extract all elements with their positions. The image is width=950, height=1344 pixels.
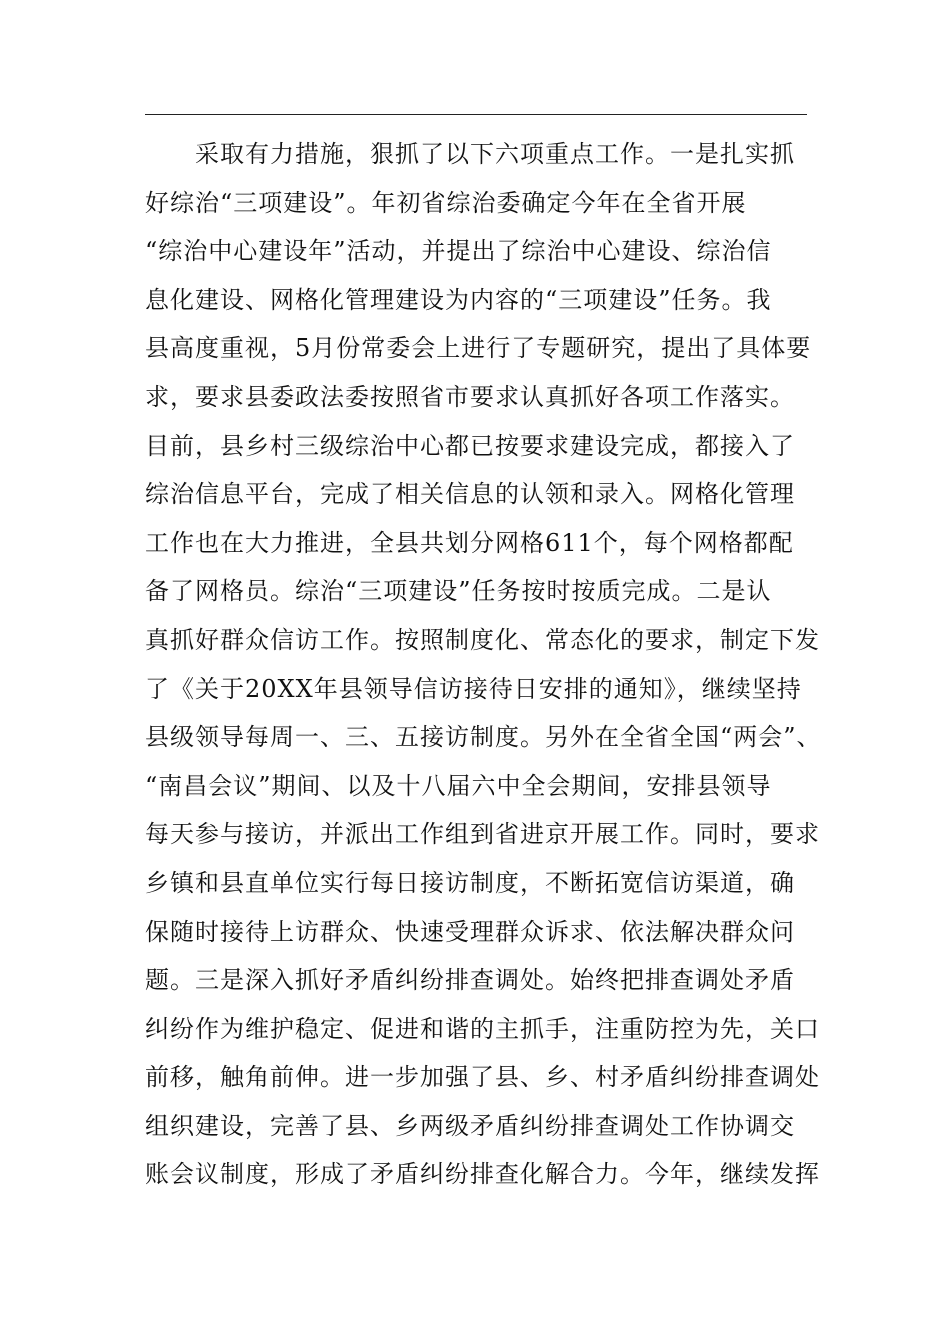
text-line: 好综治“三项建设”。年初省综治委确定今年在全省开展: [145, 188, 747, 217]
text-line: 账会议制度，形成了矛盾纠纷排查化解合力。今年，继续发挥: [145, 1160, 820, 1189]
text-line: 每天参与接访，并派出工作组到省进京开展工作。同时，要求: [145, 820, 820, 849]
text-line: “南昌会议”期间、以及十八届六中全会期间，安排县领导: [145, 771, 772, 800]
text-line: 求，要求县委政法委按照省市要求认真抓好各项工作落实。: [145, 382, 795, 411]
text-line: “综治中心建设年”活动，并提出了综治中心建设、综治信: [145, 237, 772, 266]
text-line: 目前，县乡村三级综治中心都已按要求建设完成，都接入了: [145, 431, 795, 460]
text-line: 前移，触角前伸。进一步加强了县、乡、村矛盾纠纷排查调处: [145, 1063, 820, 1092]
text-line: 题。三是深入抓好矛盾纠纷排查调处。始终把排查调处矛盾: [145, 966, 795, 995]
text-line: 县高度重视，5月份常委会上进行了专题研究，提出了具体要: [145, 334, 812, 363]
text-line: 了《关于20XX年县领导信访接待日安排的通知》，继续坚持: [145, 674, 802, 703]
body-paragraph: [145, 130, 845, 1199]
text-line: 息化建设、网格化管理建设为内容的“三项建设”任务。我: [145, 285, 772, 314]
text-line: 乡镇和县直单位实行每日接访制度，不断拓宽信访渠道，确: [145, 868, 795, 897]
text-line: 综治信息平台，完成了相关信息的认领和录入。网格化管理: [145, 480, 795, 509]
text-line: 县级领导每周一、三、五接访制度。另外在全省全国“两会”、: [145, 723, 822, 752]
text-line: 纠纷作为维护稳定、促进和谐的主抓手，注重防控为先，关口: [145, 1014, 820, 1043]
text-line: 采取有力措施，狠抓了以下六项重点工作。一是扎实抓: [145, 140, 795, 168]
text-line: 真抓好群众信访工作。按照制度化、常态化的要求，制定下发: [145, 625, 820, 654]
text-line: 工作也在大力推进，全县共划分网格611个，每个网格都配: [145, 528, 794, 557]
header-rule: [145, 114, 807, 115]
text-line: 组织建设，完善了县、乡两级矛盾纠纷排查调处工作协调交: [145, 1111, 795, 1140]
text-line: 保随时接待上访群众、快速受理群众诉求、依法解决群众问: [145, 917, 795, 946]
text-line: 备了网格员。综治“三项建设”任务按时按质完成。二是认: [145, 577, 772, 606]
